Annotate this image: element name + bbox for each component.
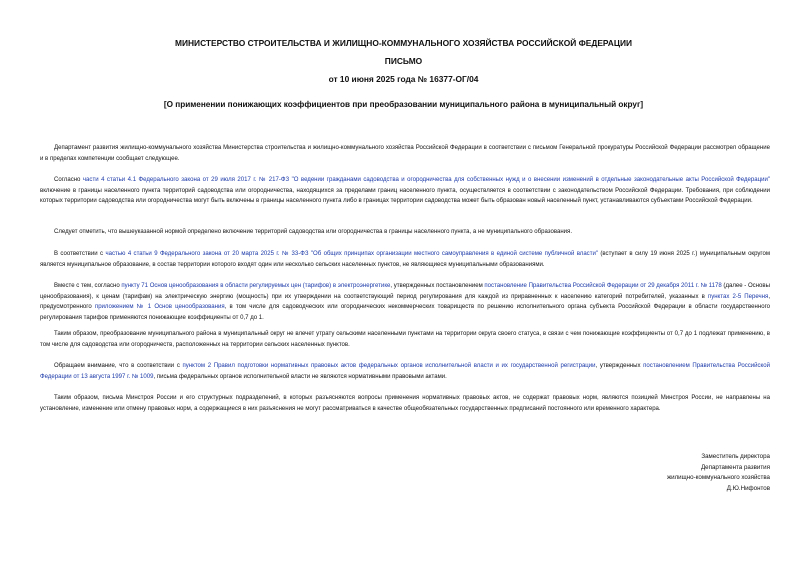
paragraph-final: Таким образом, письма Минстроя России и его структурных подразделений, в которых разъясняются вопросы применения нормативных правовых актов, не содержат правовых норм, являются позицией Минстроя России, не направлены на установление, изменение или отмену правовых норм, а содержащиеся в них разъяснения не могут рассматриваться в качестве общеобязательных государственных предписаний постоянного или временного характера. [40,395,770,412]
text: (вступает в силу 19 июня 2025 г.) муниципальным округом является муниципальное образование, в состав территории которого входят один или несколько сельских населенных пунктов, не являющиеся муниципальными образованиями. [40,251,770,268]
text: , утвержденных [595,363,644,369]
text: Вместе с тем, согласно [54,283,122,289]
signature-position: Заместитель директора [701,453,770,460]
text: Согласно [54,177,83,183]
ministry-title: МИНИСТЕРСТВО СТРОИТЕЛЬСТВА И ЖИЛИЩНО-КОММУНАЛЬНОГО ХОЗЯЙСТВА РОССИЙСКОЙ ФЕДЕРАЦИИ [175,38,632,48]
text: , предусмотренного [40,293,770,311]
paragraph-municipal-district [40,249,770,270]
text: , в том числе для садоводческих или огороднических некоммерческих товариществ по решению исполнительного органа субъекта Российской Федерации в области государственного регулирования тарифов применяются понижающие коэффициенты от 0,7 до 1. [40,304,771,321]
link-pricing-point-71[interactable]: пункту 71 Основ ценообразования в области регулируемых цен (тарифов) в электроэнергетике [121,283,391,289]
link-appendix-1[interactable]: приложением № 1 Основ ценообразования [94,304,225,311]
link-rules-point-2[interactable]: пунктом 2 Правил подготовки нормативных правовых актов федеральных органов исполнительной власти и их государственной регистрации [182,363,596,369]
link-fz-217[interactable]: части 4 статьи 4.1 Федерального закона от 29 июля 2017 г. № 217-ФЗ "О ведении гражданами садоводства и огородничества для собственных нужд и о внесении изменений в отдельные законодательные акты Российской Федерации" [82,177,770,183]
document-subject: [О применении понижающих коэффициентов при преобразовании муниципального района в муниципальный округ] [163,100,644,109]
text: , письма федеральных органов исполнительной власти не являются нормативными правовыми актами. [153,373,447,380]
signature-department-name: жилищно-коммунального хозяйства [666,474,770,482]
link-fz-33[interactable]: частью 4 статьи 9 Федерального закона от 20 марта 2025 г. № 33-ФЗ "Об общих принципах организации местного самоуправления в единой системе публичной власти" [105,251,599,257]
text: В соответствии с [54,251,106,257]
link-list-points[interactable]: пунктах 2-5 Перечня [707,293,769,300]
link-resolution-1009[interactable]: постановлением Правительства Российской Федерации от 13 августа 1997 г. № 1009 [40,363,770,380]
paragraph-note: Следует отметить, что вышеуказанной нормой определено включение территорий садоводства или огородничества в границы населенного пункта, а не муниципального образования. [54,229,572,235]
paragraph-intro: Департамент развития жилищно-коммунального хозяйства Министерства строительства и жилищно-коммунального хозяйства Российской Федерации в соответствии с письмом Генеральной прокуратуры Российской Федерации рассмотрел обращение и в пределах компетенции сообщает следующее. [40,145,770,162]
document-type: ПИСЬМО [384,56,423,66]
text: включение в границы населенного пункта территорий садоводства или огородничества, находящихся за пределами границ населенного пункта, осуществляется в соответствии с законодательством Российской Федерации. Требования, при соблюдении которых территории садоводства или огородничества могут быть включены в границы населенного пункта либо в границах территории садоводства может быть образован новый населенный пункт, устанавливаются субъектами Российской Федерации. [40,187,770,205]
paragraph-conclusion: Таким образом, преобразование муниципального района в муниципальный округ не влечет утрату сельскими населенными пунктами на территории округа своего статуса, в связи с чем понижающие коэффициенты от 0,7 до 1 подлежат применению, в том числе для садоводства или огородничеств, расположенных на территории сельских населенных пунктов. [40,331,770,348]
text: , утвержденных постановлением [390,283,485,289]
paragraph-pricing-basics [40,281,770,323]
signature-name: Д.Ю.Нифонтов [726,484,770,492]
paragraph-attention [40,361,770,382]
link-resolution-1178[interactable]: постановление Правительства Российской Федерации от 29 декабря 2011 г. № 1178 [484,283,722,289]
signature-block [600,452,770,494]
signature-department: Департамента развития [700,463,770,471]
paragraph-gardening-law [40,175,770,207]
document-date-number: от 10 июня 2025 года № 16377-ОГ/04 [328,74,479,84]
text: (далее - Основы ценообразования), к ценам (тарифам) на электрическую энергию (мощность) при их утверждении на соответствующий период регулирования для каждой из приравненных к населению категорий потребителей, указанных в [40,283,770,300]
text: Обращаем внимание, что в соответствии с [54,363,183,369]
